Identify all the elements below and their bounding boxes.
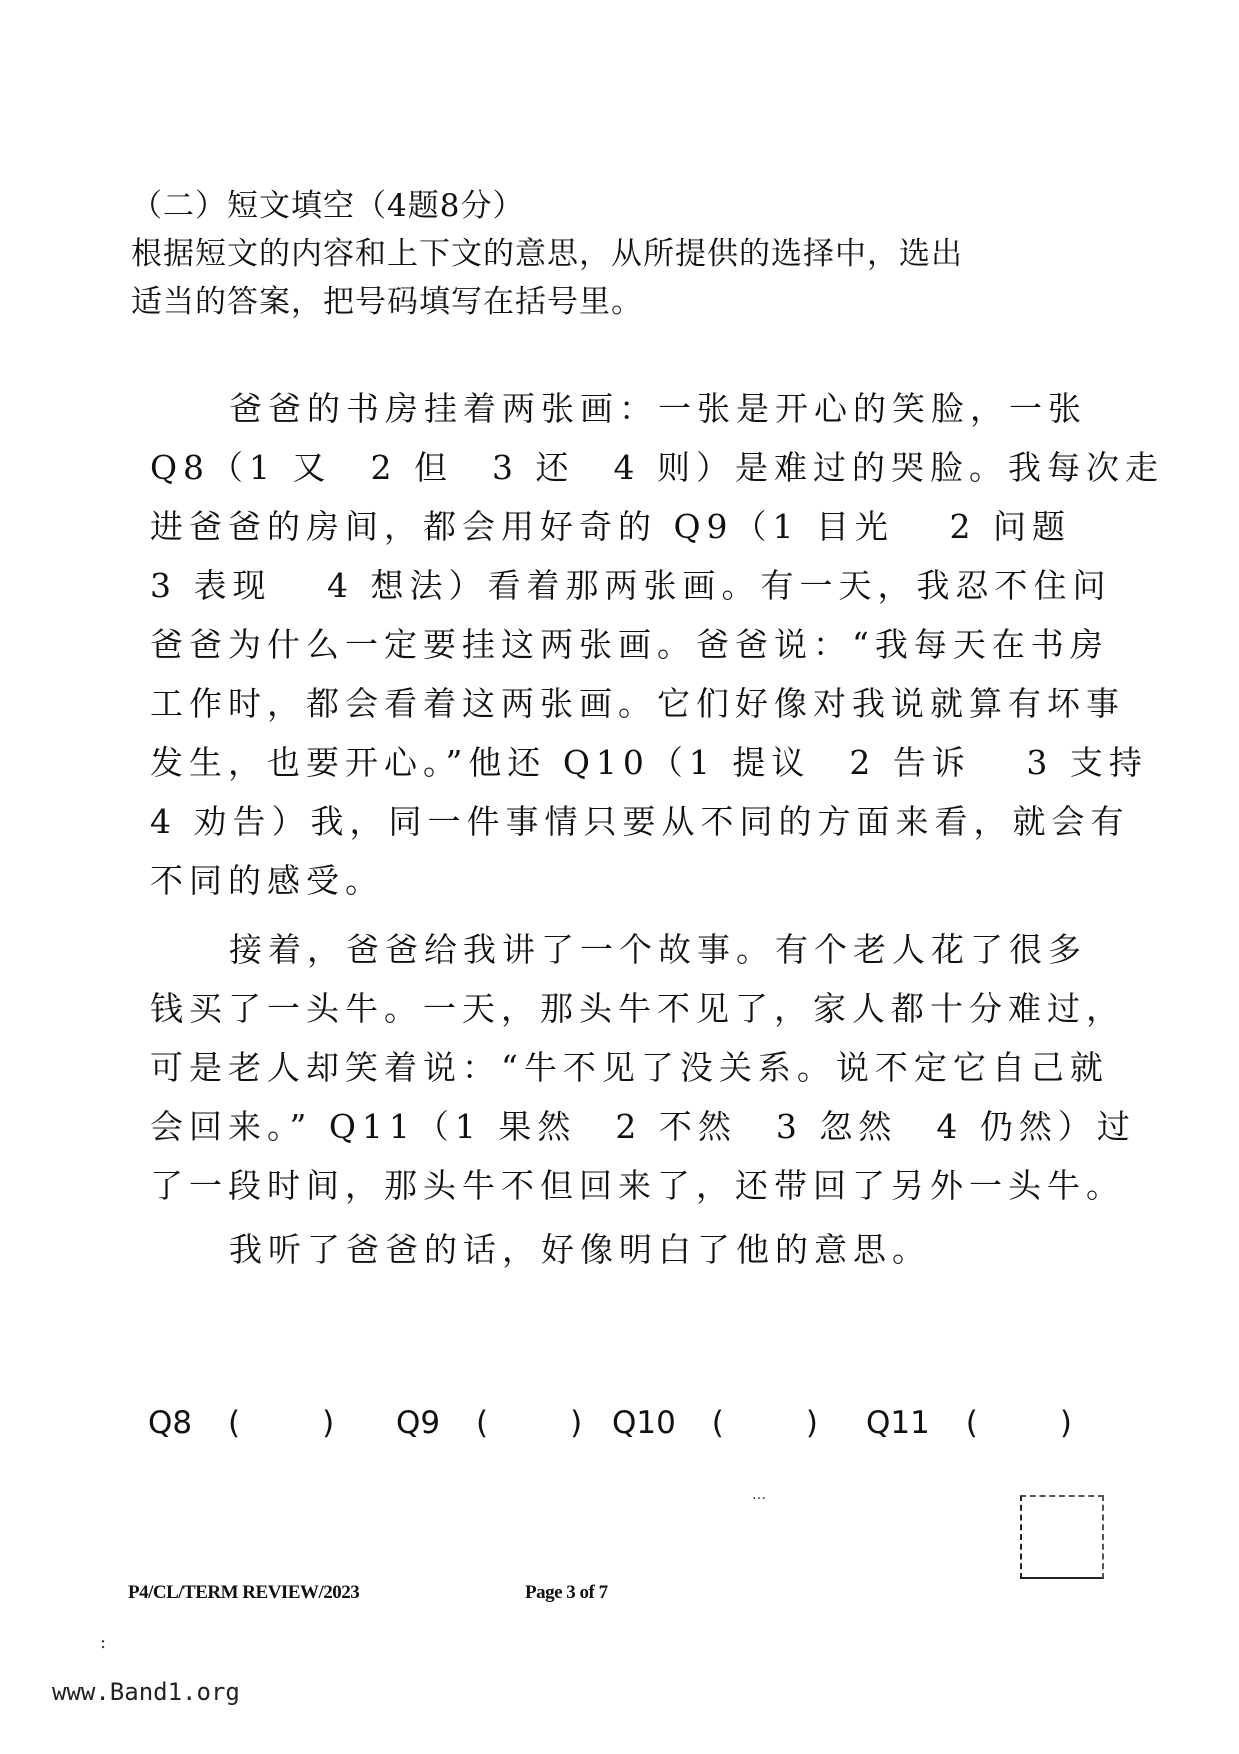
passage-line: 钱买了一头牛。一天，那头牛不见了，家人都十分难过，: [150, 989, 1125, 1028]
passage-line: 可是老人却笑着说：“牛不见了没关系。说不定它自己就: [150, 1048, 1109, 1087]
answer-q9[interactable]: [396, 1405, 582, 1441]
passage-line: 4 劝告）我，同一件事情只要从不同的方面来看，就会有: [150, 802, 1130, 841]
passage-line: 发生，也要开心。”他还 Q10（1 提议 2 告诉 3 支持: [150, 743, 1148, 782]
passage-line: 了一段时间，那头牛不但回来了，还带回了另外一头牛。: [150, 1166, 1125, 1205]
watermark: www.Band1.org: [52, 1678, 240, 1706]
answer-open-paren: (: [711, 1405, 724, 1441]
passage-line: 会回来。” Q11（1 果然 2 不然 3 忽然 4 仍然）过: [150, 1107, 1136, 1146]
answer-label: Q10: [612, 1405, 676, 1441]
answer-close-paren: ): [1059, 1405, 1072, 1441]
answer-label: Q8: [148, 1405, 193, 1441]
footer-page-number: Page 3 of 7: [525, 1582, 608, 1603]
passage-line: 工作时，都会看着这两张画。它们好像对我说就算有坏事: [150, 684, 1125, 723]
score-box: [1020, 1495, 1104, 1579]
passage-line: 3 表现 4 想法）看着那两张画。有一天，我忍不住问: [150, 566, 1112, 605]
section-title: （二）短文填空（4题8分）: [131, 188, 525, 224]
answer-label: Q9: [396, 1405, 441, 1441]
answer-open-paren: (: [965, 1405, 978, 1441]
passage-line: 我听了爸爸的话，好像明白了他的意思。: [229, 1230, 931, 1269]
answer-q11[interactable]: [866, 1405, 1072, 1441]
instruction-line: 根据短文的内容和上下文的意思，从所提供的选择中，选出: [131, 236, 963, 272]
answer-label: Q11: [866, 1405, 930, 1441]
passage-line: 爸爸为什么一定要挂这两张画。爸爸说：“我每天在书房: [150, 625, 1109, 664]
passage-line: 不同的感受。: [150, 861, 384, 900]
scan-speck: :: [100, 1632, 107, 1653]
passage-line: 爸爸的书房挂着两张画：一张是开心的笑脸，一张: [229, 389, 1087, 428]
answer-q8[interactable]: [148, 1405, 334, 1441]
passage-line: Q8（1 又 2 但 3 还 4 则）是难过的哭脸。我每次走: [150, 448, 1164, 487]
answer-close-paren: ): [570, 1405, 583, 1441]
passage-line: 进爸爸的房间，都会用好奇的 Q9（1 目光 2 问题: [150, 507, 1071, 546]
instruction-line: 适当的答案，把号码填写在括号里。: [131, 284, 643, 320]
footer-code: P4/CL/TERM REVIEW/2023: [128, 1582, 360, 1603]
answer-q10[interactable]: [612, 1405, 818, 1441]
passage-line: 接着，爸爸给我讲了一个故事。有个老人花了很多: [229, 930, 1087, 969]
answer-open-paren: (: [475, 1405, 489, 1441]
answer-open-paren: (: [227, 1405, 241, 1441]
scan-speck: …: [752, 1487, 766, 1503]
answer-close-paren: ): [322, 1405, 335, 1441]
answer-close-paren: ): [805, 1405, 818, 1441]
